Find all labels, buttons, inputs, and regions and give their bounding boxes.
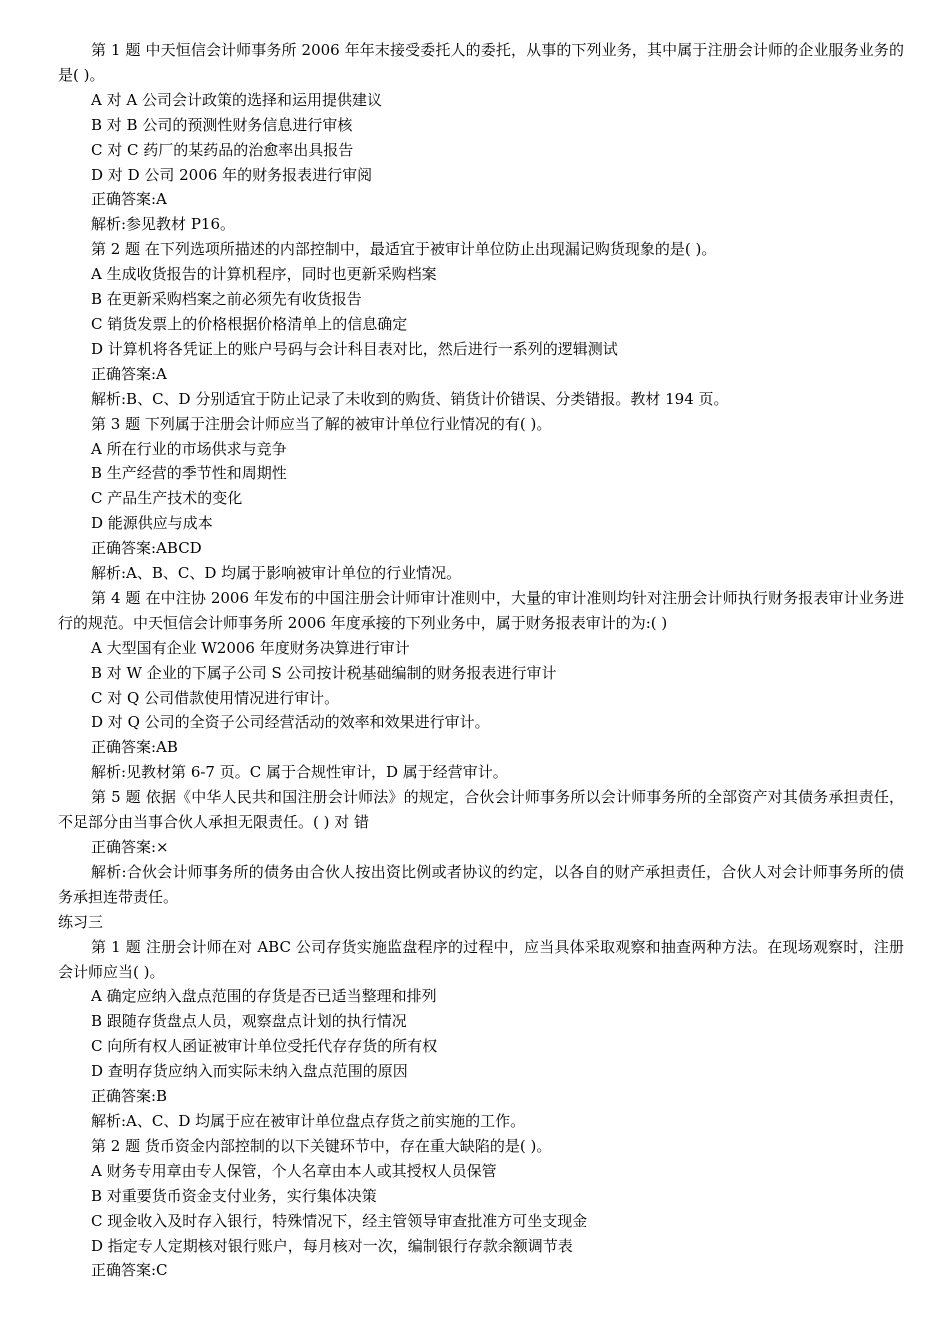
exercise3-question-1-intro: 第 1 题 注册会计师在对 ABC 公司存货实施监盘程序的过程中，应当具体采取观察和抽查两种方法。在现场观察时，注册会计师应当( )。	[58, 937, 904, 981]
question-1-analysis: 解析:参见教材 P16。	[91, 215, 236, 234]
question-1-intro: 第 1 题 中天恒信会计师事务所 2006 年年末接受委托人的委托，从事的下列业务，其中属于注册会计师的企业服务业务的是( )。	[58, 41, 904, 84]
question-5-analysis: 解析:合伙会计师事务所的债务由合伙人按出资比例或者协议的约定，以各自的财产承担责任，合伙人对会计师事务所的债务承担连带责任。	[58, 862, 904, 906]
question-1-option-c: C 对 C 药厂的某药品的治愈率出具报告	[91, 140, 354, 159]
question-1-option-b: B 对 B 公司的预测性财务信息进行审核	[91, 115, 353, 134]
exercise3-question-1-option-a: A 确定应纳入盘点范围的存货是否已适当整理和排列	[91, 987, 437, 1006]
question-4-intro: 第 4 题 在中注协 2006 年发布的中国注册会计师审计准则中，大量的审计准则均针对注册会计师执行财务报表审计业务进行的规范。中天恒信会计师事务所 2006 年度承接的下列业务中，属于财务报表审计的为:( )	[58, 588, 904, 632]
exercise3-question-1-analysis: 解析:A、C、D 均属于应在被审计单位盘点存货之前实施的工作。	[91, 1111, 526, 1130]
question-2-option-a: A 生成收货报告的计算机程序，同时也更新采购档案	[91, 265, 437, 284]
question-3-option-c: C 产品生产技术的变化	[91, 489, 243, 508]
exercise3-question-2-option-c: C 现金收入及时存入银行，特殊情况下，经主管领导审查批准方可坐支现金	[91, 1211, 588, 1230]
question-4-analysis: 解析:见教材第 6-7 页。C 属于合规性审计，D 属于经营审计。	[91, 763, 508, 782]
question-1-option-d: D 对 D 公司 2006 年的财务报表进行审阅	[91, 165, 373, 184]
question-2-option-d: D 计算机将各凭证上的账户号码与会计科目表对比，然后进行一系列的逻辑测试	[91, 339, 618, 358]
exercise3-question-2-option-a: A 财务专用章由专人保管，个人名章由本人或其授权人员保管	[91, 1161, 497, 1180]
exercise3-question-2-answer: 正确答案:C	[91, 1261, 168, 1280]
question-4-option-b: B 对 W 企业的下属子公司 S 公司按计税基础编制的财务报表进行审计	[91, 663, 557, 682]
question-2-option-c: C 销货发票上的价格根据价格清单上的信息确定	[91, 314, 408, 333]
question-4-option-c: C 对 Q 公司借款使用情况进行审计。	[91, 688, 340, 707]
question-5-answer: 正确答案:×	[91, 838, 169, 856]
exercise3-question-1-option-b: B 跟随存货盘点人员，观察盘点计划的执行情况	[91, 1012, 407, 1031]
question-3-option-b: B 生产经营的季节性和周期性	[91, 464, 287, 483]
question-1-option-a: A 对 A 公司会计政策的选择和运用提供建议	[91, 90, 382, 109]
exercise3-question-1-option-d: D 查明存货应纳入而实际未纳入盘点范围的原因	[91, 1062, 408, 1081]
question-2-intro: 第 2 题 在下列选项所描述的内部控制中，最适宜于被审计单位防止出现漏记购货现象的是( )。	[91, 240, 717, 259]
question-3-option-a: A 所在行业的市场供求与竞争	[91, 439, 287, 458]
exercise3-question-1-answer: 正确答案:B	[91, 1087, 168, 1106]
question-3-option-d: D 能源供应与成本	[91, 514, 213, 533]
question-3-intro: 第 3 题 下列属于注册会计师应当了解的被审计单位行业情况的有( )。	[91, 414, 552, 433]
question-4-answer: 正确答案:AB	[91, 738, 178, 757]
exercise3-question-2-option-d: D 指定专人定期核对银行账户，每月核对一次，编制银行存款余额调节表	[91, 1236, 573, 1255]
question-3-answer: 正确答案:ABCD	[91, 539, 202, 558]
question-5-intro: 第 5 题 依据《中华人民共和国注册会计师法》的规定，合伙会计师事务所以会计师事务所的全部资产对其债务承担责任，不足部分由当事合伙人承担无限责任。( ) 对 错	[58, 788, 904, 832]
exercise3-question-2-option-b: B 对重要货币资金支付业务，实行集体决策	[91, 1186, 377, 1205]
exercise3-question-2-intro: 第 2 题 货币资金内部控制的以下关键环节中，存在重大缺陷的是( )。	[91, 1136, 552, 1155]
question-4-option-a: A 大型国有企业 W2006 年度财务决算进行审计	[91, 638, 410, 657]
question-4-option-d: D 对 Q 公司的全资子公司经营活动的效率和效果进行审计。	[91, 713, 490, 732]
question-1-answer: 正确答案:A	[91, 190, 167, 209]
question-2-answer: 正确答案:A	[91, 364, 167, 383]
section-title: 练习三	[58, 912, 104, 931]
question-2-option-b: B 在更新采购档案之前必须先有收货报告	[91, 290, 362, 309]
question-2-analysis: 解析:B、C、D 分别适宜于防止记录了未收到的购货、销货计价错误、分类错报。教材 194 页。	[91, 389, 729, 408]
exercise3-question-1-option-c: C 向所有权人函证被审计单位受托代存存货的所有权	[91, 1037, 438, 1056]
question-3-analysis: 解析:A、B、C、D 均属于影响被审计单位的行业情况。	[91, 564, 462, 583]
